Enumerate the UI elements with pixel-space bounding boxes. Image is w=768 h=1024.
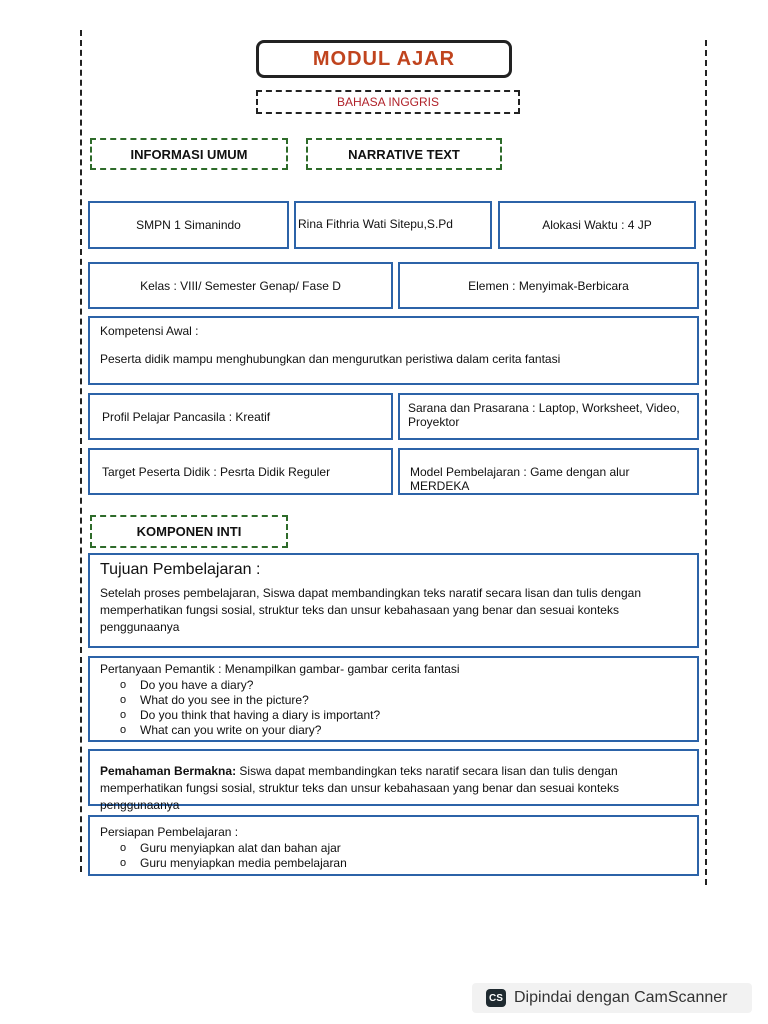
core-component-label: KOMPONEN INTI	[90, 515, 288, 548]
class-info: Kelas : VIII/ Semester Genap/ Fase D	[140, 278, 341, 293]
preparation-list	[120, 841, 687, 871]
pancasila-profile: Profil Pelajar Pancasila : Kreatif	[102, 410, 271, 424]
list-item: o What can you write on your diary?	[120, 723, 687, 738]
meaningful-understanding-label: Pemahaman Bermakna:	[100, 764, 237, 778]
target-students: Target Peserta Didik : Pesrta Didik Reguler	[102, 465, 331, 479]
list-item: o Do you have a diary?	[120, 678, 687, 693]
element-box	[398, 262, 699, 309]
scanner-watermark	[472, 983, 752, 1013]
initial-competence-text: Peserta didik mampu menghubungkan dan mengurutkan peristiwa dalam cerita fantasi	[100, 352, 561, 366]
learning-objectives-title: Tujuan Pembelajaran :	[100, 561, 261, 578]
pancasila-profile-box	[88, 393, 393, 440]
list-item: o What do you see in the picture?	[120, 693, 687, 708]
subject-label: BAHASA INGGRIS	[256, 90, 520, 114]
facilities: Sarana dan Prasarana : Laptop, Worksheet, Video, Proyektor	[408, 401, 680, 429]
time-allocation-box	[498, 201, 696, 249]
initial-competence-label: Kompetensi Awal :	[100, 324, 199, 338]
time-allocation: Alokasi Waktu : 4 JP	[542, 218, 652, 232]
preparation-box	[88, 815, 699, 876]
page-title: MODUL AJAR	[256, 40, 512, 78]
learning-model: Model Pembelajaran : Game dengan alur MERDEKA	[410, 465, 630, 493]
learning-objectives-box	[88, 553, 699, 648]
initial-competence-box	[88, 316, 699, 385]
teacher-box	[294, 201, 492, 249]
element-info: Elemen : Menyimak-Berbicara	[468, 278, 629, 293]
trigger-questions-list	[120, 678, 687, 738]
meaningful-understanding-box	[88, 749, 699, 812]
topic-label: NARRATIVE TEXT	[306, 138, 502, 170]
target-students-box	[88, 448, 393, 495]
learning-objectives-text: Setelah proses pembelajaran, Siswa dapat membandingkan teks naratif secara lisan dan tulis dengan memperhatikan fungsi sosial, struktur teks dan unsur kebahasaan yang benar dan sesuai konteks penggunaanya	[100, 586, 641, 634]
preparation-label: Persiapan Pembelajaran :	[100, 825, 239, 839]
trigger-questions-box	[88, 656, 699, 742]
teacher-name: Rina Fithria Wati Sitepu,S.Pd	[298, 217, 453, 231]
facilities-box	[398, 393, 699, 440]
learning-model-box	[398, 448, 699, 495]
left-margin-line	[80, 30, 82, 872]
meaningful-understanding-text: Siswa dapat membandingkan teks naratif secara lisan dan tulis dengan memperhatikan fungsi sosial, struktur teks dan unsur kebahasaan yang benar dan sesuai konteks penggunaanya	[100, 764, 619, 812]
list-item: o Do you think that having a diary is important?	[120, 708, 687, 723]
camscanner-icon: CS	[486, 989, 506, 1007]
trigger-questions-label: Pertanyaan Pemantik : Menampilkan gambar- gambar cerita fantasi	[100, 662, 460, 676]
list-item: o Guru menyiapkan alat dan bahan ajar	[120, 841, 687, 856]
school-name: SMPN 1 Simanindo	[136, 218, 241, 232]
list-item: o Guru menyiapkan media pembelajaran	[120, 856, 687, 871]
school-box	[88, 201, 289, 249]
class-box	[88, 262, 393, 309]
scanner-text: Dipindai dengan CamScanner	[514, 989, 728, 1006]
right-margin-line	[705, 40, 707, 885]
general-info-label: INFORMASI UMUM	[90, 138, 288, 170]
